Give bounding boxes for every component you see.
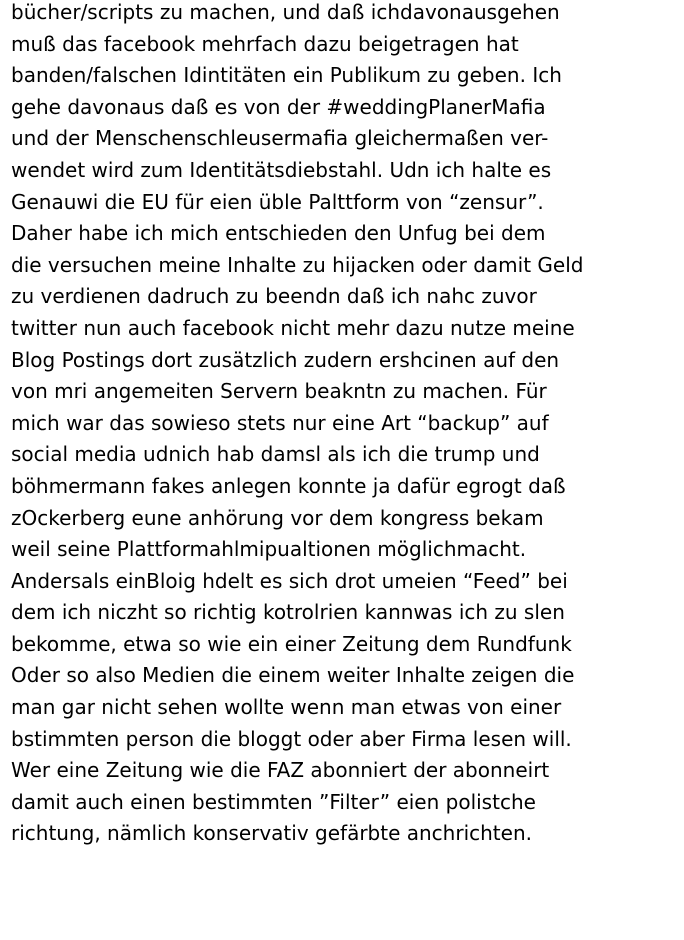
text-line: bekomme, etwa so wie ein einer Zeitung dem Rundfunk [11, 631, 572, 656]
text-line: richtung, nämlich konservativ gefärbte anchrichten. [11, 821, 532, 846]
text-line: und der Menschenschleusermafia gleichermaßen ver- [11, 126, 549, 151]
text-line: man gar nicht sehen wollte wenn man etwas von einer [11, 695, 562, 720]
text-line: böhmermann fakes anlegen konnte ja dafür egrogt daß [11, 473, 566, 498]
text-line: zu verdienen dadruch zu beendn daß ich nahc zuvor [11, 284, 537, 309]
text-line: twitter nun auch facebook nicht mehr dazu nutze meine [11, 315, 575, 340]
text-line: bstimmten person die bloggt oder aber Firma lesen will. [11, 726, 572, 751]
text-line: mich war das sowieso stets nur eine Art “backup” auf [11, 410, 549, 435]
text-line: von mri angemeiten Servern beakntn zu machen. Für [11, 379, 547, 404]
text-line: Blog Postings dort zusätzlich zudern ershcinen auf den [11, 347, 560, 372]
text-line: Andersals einBloig hdelt es sich drot umeien “Feed” bei [11, 568, 568, 593]
text-line: muß das facebook mehrfach dazu beigetragen hat [11, 31, 519, 56]
body-text [11, 0, 681, 850]
text-line: Wer eine Zeitung wie die FAZ abonniert der abonneirt [11, 758, 550, 783]
text-line: gehe davonaus daß es von der #weddingPlanerMafia [11, 94, 546, 119]
text-line: bücher/scripts zu machen, und daß ichdavonausgehen [11, 0, 560, 24]
text-line: zOckerberg eune anhörung vor dem kongress bekam [11, 505, 544, 530]
text-line: weil seine Plattformahlmipualtionen möglichmacht. [11, 537, 527, 562]
text-line: Genauwi die EU für eien üble Palttform von “zensur”. [11, 189, 544, 214]
text-line: social media udnich hab damsl als ich die trump und [11, 442, 540, 467]
text-line: Oder so also Medien die einem weiter Inhalte zeigen die [11, 663, 575, 688]
text-line: wendet wird zum Identitätsdiebstahl. Udn ich halte es [11, 157, 552, 182]
text-line: dem ich niczht so richtig kotrolrien kannwas ich zu slen [11, 600, 565, 625]
text-line: banden/falschen Idintitäten ein Publikum zu geben. Ich [11, 63, 562, 88]
text-line: die versuchen meine Inhalte zu hijacken oder damit Geld [11, 252, 584, 277]
text-line: damit auch einen bestimmten ”Filter” eien polistche [11, 789, 536, 814]
text-line: Daher habe ich mich entschieden den Unfug bei dem [11, 221, 546, 246]
